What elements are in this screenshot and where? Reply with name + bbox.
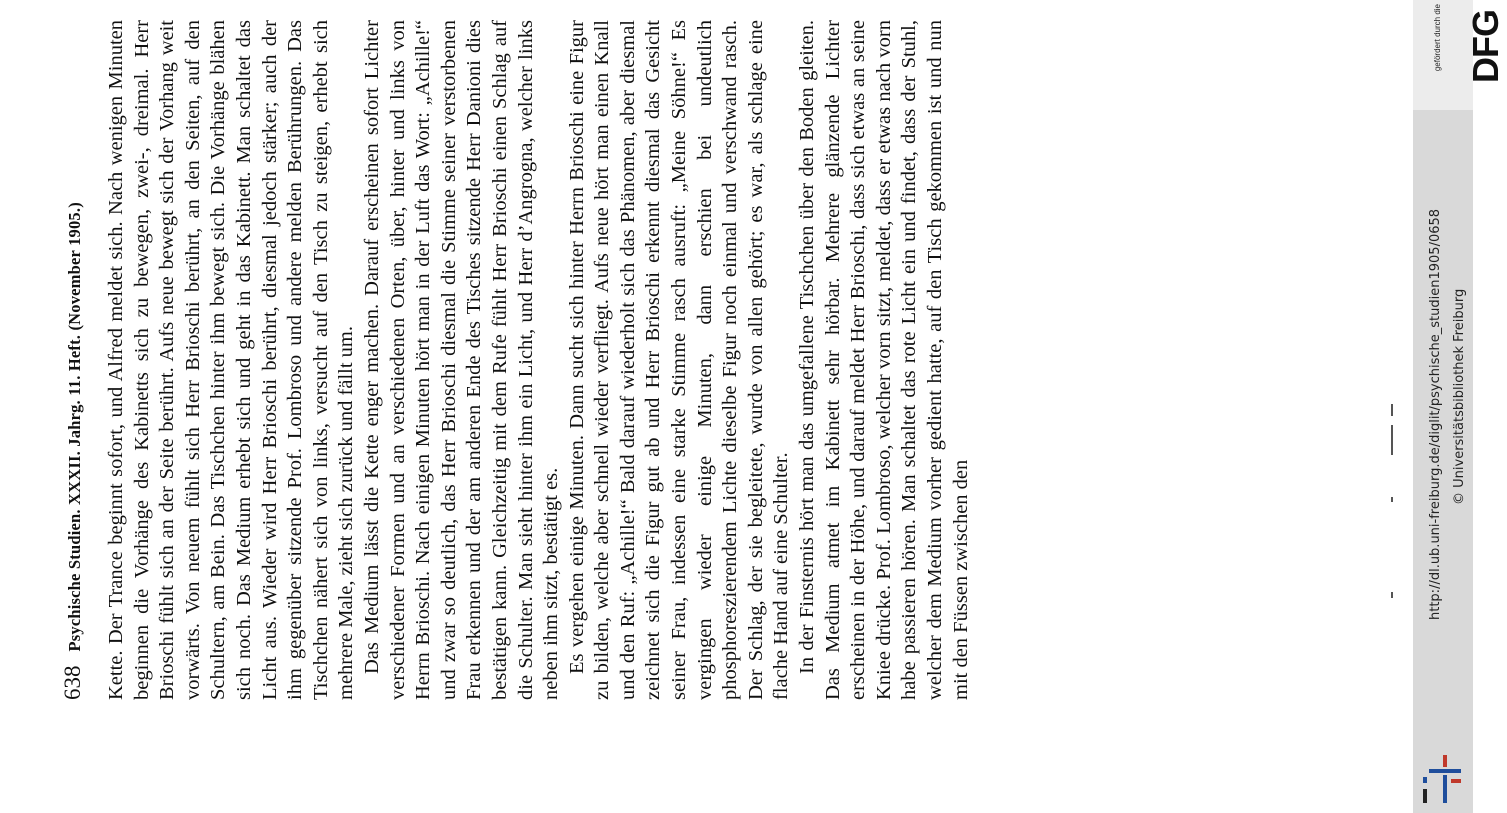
dfg-logo: DFG bbox=[1465, 10, 1506, 83]
paragraph-3: Es vergehen einige Minuten. Dann sucht sich hinter Herrn Brioschi eine Figur zu bilden, welche aber schnell wieder verfliegt. Aufs neue hört man einen Knall und den Ruf: „Achille!“ Bald darauf wiederholt sich das Phänomen, aber diesmal zeichnet sich die Figur gut ab und Herr Brioschi erkennt diesmal das Gesicht seiner Frau, indessen eine starke Stimme rasch ausruft: „Meine Söhne!“ Es vergingen wieder einige Minuten, dann erschien bei undeutlich phosphoreszierendem Lichte dieselbe Figur noch einmal und verschwand rasch. Der Schlag, der sie begleitete, wurde von allen gehört; es war, als schlage eine flache Hand auf eine Schulter. bbox=[565, 20, 793, 700]
paragraph-2: Das Medium lässt die Kette enger machen. Darauf erscheinen sofort Lichter verschiedener Formen und an verschiedenen Orten, über, hinter und links von Herrn Brioschi. Nach einigen Minuten hört man in der Luft das Wort: „Achille!“ und zwar so deutlich, das Herr Brioschi diesmal die Stimme seiner verstorbenen Frau erkennen und der am anderen Ende des Tisches sitzende Herr Danioni dies bestätigen kann. Gleichzeitig mit dem Rufe fühlt Herr Brioschi einen Schlag auf die Schulter. Man sieht hinter ihm ein Licht, und Herr d’Angrogna, welcher links neben ihm sitzt, bestätigt es. bbox=[360, 20, 563, 700]
rotated-page bbox=[60, 20, 1270, 700]
page-header bbox=[60, 20, 88, 700]
dfg-logo-area bbox=[1413, 0, 1506, 110]
ub-freiburg-logo-icon bbox=[1421, 753, 1465, 805]
gutter-mark bbox=[1391, 404, 1393, 416]
gutter-mark bbox=[1391, 497, 1393, 502]
funder-note: gefördert durch die bbox=[1433, 4, 1442, 72]
body-text bbox=[104, 20, 974, 700]
page-number: 638 bbox=[60, 665, 85, 700]
running-head: Psychische Studien. XXXII. Jahrg. 11. Heft. (November 1905.) bbox=[65, 202, 84, 652]
gutter-mark bbox=[1391, 592, 1393, 598]
gutter-mark bbox=[1391, 425, 1393, 455]
copyright-notice: © Universitätsbibliothek Freiburg bbox=[1452, 288, 1467, 505]
source-url[interactable]: http://dl.ub.uni-freiburg.de/diglit/psychische_studien1905/0658 bbox=[1428, 208, 1443, 620]
paragraph-1: Kette. Der Trance beginnt sofort, und Alfred meldet sich. Nach wenigen Minuten beginnen die Vorhänge des Kabinetts sich zu bewegen, zwei-, dreimal. Herr Brioschi fühlt sich an der Seite berührt. Aufs neue bewegt sich der Vorhang weit vorwärts. Von neuem fühlt sich Herr Brioschi berührt, an den Seiten, auf den Schultern, am Bein. Das Tischchen hinter ihm bewegt sich. Die Vorhänge blähen sich noch. Das Medium erhebt sich und geht in das Kabinett. Man schaltet das Licht aus. Wieder wird Herr Brioschi berührt, diesmal jedoch stärker; auch der ihm gegenüber sitzende Prof. Lombroso und andere melden Berührungen. Das Tischchen nähert sich von links, versucht auf den Tisch zu steigen, erhebt sich mehrere Male, zieht sich zurück und fällt um. bbox=[105, 20, 358, 700]
paragraph-4: In der Finsternis hört man das umgefallene Tischchen über den Boden gleiten. Das Medium atmet im Kabinett sehr hörbar. Mehrere glänzende Lichter erscheinen in der Höhe, und darauf meldet Herr Brioschi, dass sich etwas an seine Kniee drücke. Prof. Lombroso, welcher vorn sitzt, meldet, dass er etwas nach vorn habe passieren hören. Man schaltet das rote Licht ein und findet, dass der Stuhl, welcher dem Medium vorher gedient hatte, auf den Tisch gekommen ist und nun mit den Füssen zwischen den bbox=[796, 20, 972, 700]
